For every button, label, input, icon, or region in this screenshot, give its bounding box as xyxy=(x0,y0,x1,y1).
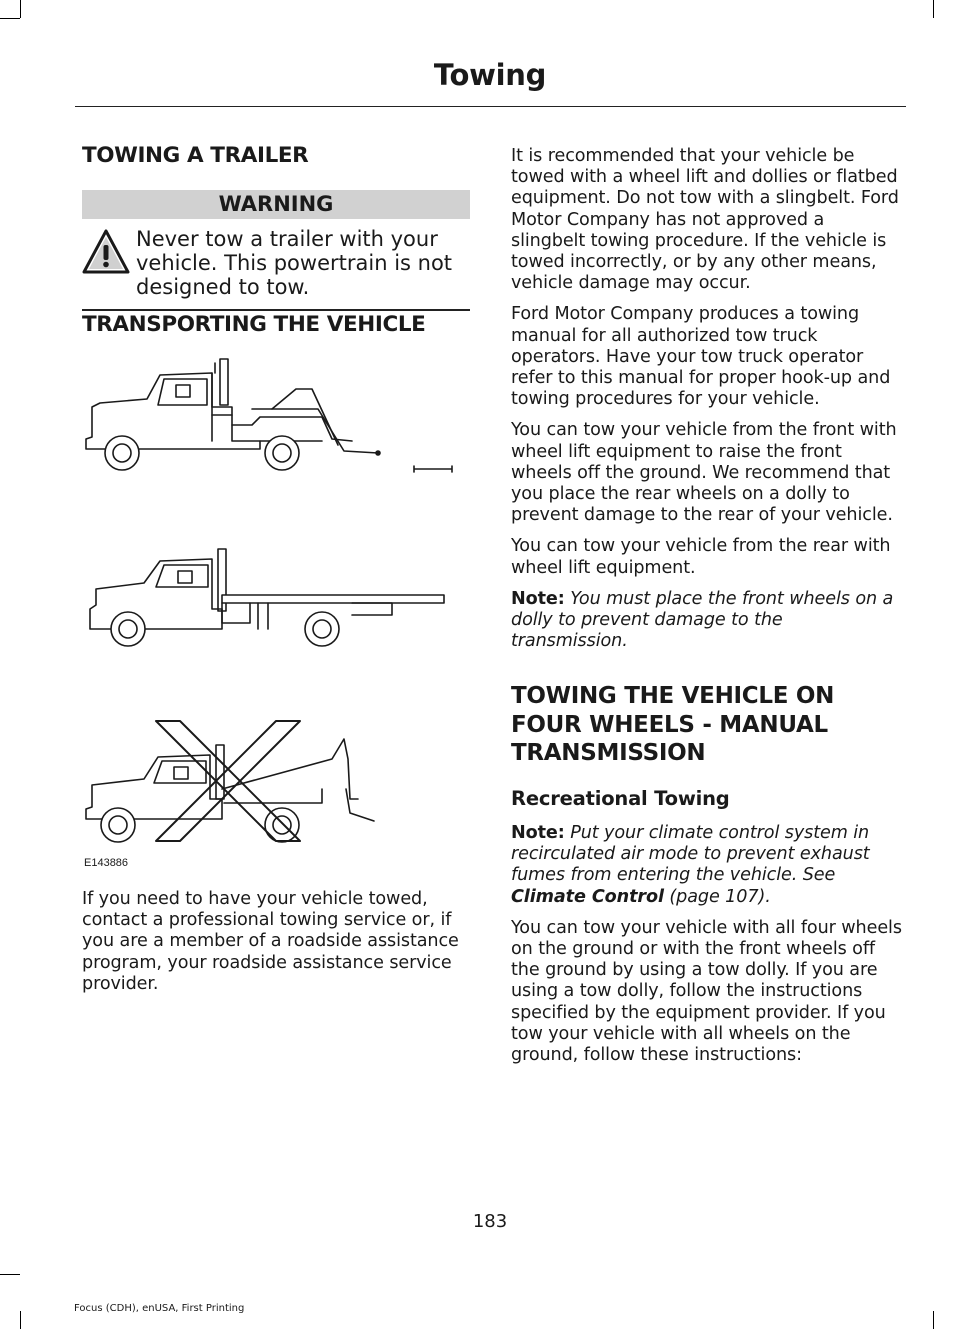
paragraph-tow-from-front: You can tow your vehicle from the front with wheel lift equipment to raise the front wheels off the ground. We recommend that you place the rear wheels on a dolly to prevent damage to the rear of your vehicle. xyxy=(511,420,897,526)
warning-triangle-icon xyxy=(82,228,130,276)
wheel-lift-truck-illustration xyxy=(86,359,452,472)
note-dolly xyxy=(511,589,903,653)
paragraph-towing-manual: Ford Motor Company produces a towing manual for all authorized tow truck operators. Have your tow truck operator refer to this manual for proper hook-up and towing procedures for your vehicle. xyxy=(511,304,891,410)
page-number: 183 xyxy=(472,1211,508,1232)
crop-mark xyxy=(20,1311,21,1329)
crop-mark xyxy=(0,1274,20,1275)
warning-label: WARNING xyxy=(82,190,470,219)
crop-mark xyxy=(933,0,934,18)
paragraph-tow-from-rear: You can tow your vehicle from the rear with wheel lift equipment. xyxy=(511,536,891,578)
note-text: You must place the front wheels on a dolly to prevent damage to the transmission. xyxy=(511,588,894,652)
note-text: Put your climate control system in recirculated air mode to prevent exhaust fumes from entering the vehicle. See xyxy=(511,822,870,886)
note-climate-control xyxy=(511,823,903,908)
left-column xyxy=(82,142,470,995)
right-column xyxy=(511,146,903,1066)
crop-mark xyxy=(933,1311,934,1329)
section-title-four-wheels: TOWING THE VEHICLE ON FOUR WHEELS - MANUAL TRANSMISSION xyxy=(511,683,835,767)
illustration-code: E143886 xyxy=(84,857,129,869)
note-label: Note: xyxy=(511,588,565,609)
warning-text: Never tow a trailer with your vehicle. This powertrain is not designed to tow. xyxy=(136,227,453,299)
section-title-towing-trailer: TOWING A TRAILER xyxy=(82,143,309,168)
page-header-title: Towing xyxy=(433,58,547,92)
subsection-title-recreational: Recreational Towing xyxy=(511,786,730,810)
crop-mark xyxy=(20,0,21,18)
flatbed-truck-illustration xyxy=(90,549,444,646)
note-label: Note: xyxy=(511,822,565,843)
header-divider xyxy=(75,106,906,107)
climate-control-link[interactable]: Climate Control xyxy=(511,886,664,907)
crop-mark xyxy=(0,18,20,19)
paragraph-four-wheels: You can tow your vehicle with all four wheels on the ground or with the front wheels off the ground by using a tow dolly. If you are using a tow dolly, follow the instructions specified by the equipment provider. If you tow your vehicle with all wheels on the ground, follow these instructions: xyxy=(511,917,902,1065)
section-title-transporting: TRANSPORTING THE VEHICLE xyxy=(82,312,426,337)
warning-box xyxy=(82,227,470,309)
towing-service-paragraph: If you need to have your vehicle towed, contact a professional towing service or, if you are a member of a roadside assistance program, your roadside assistance service provider. xyxy=(82,889,459,994)
towing-illustration xyxy=(82,349,470,879)
footer-edition: Focus (CDH), enUSA, First Printing xyxy=(74,1303,245,1314)
page-reference: (page 107). xyxy=(669,886,771,907)
paragraph-recommended-towing: It is recommended that your vehicle be towed with a wheel lift and dollies or flatbed equipment. Do not tow with a slingbelt. Ford Motor Company has not approved a slingbelt towing procedure. If the vehicle is towed incorrectly, or by any other means, vehicle damage may occur. xyxy=(511,146,899,294)
